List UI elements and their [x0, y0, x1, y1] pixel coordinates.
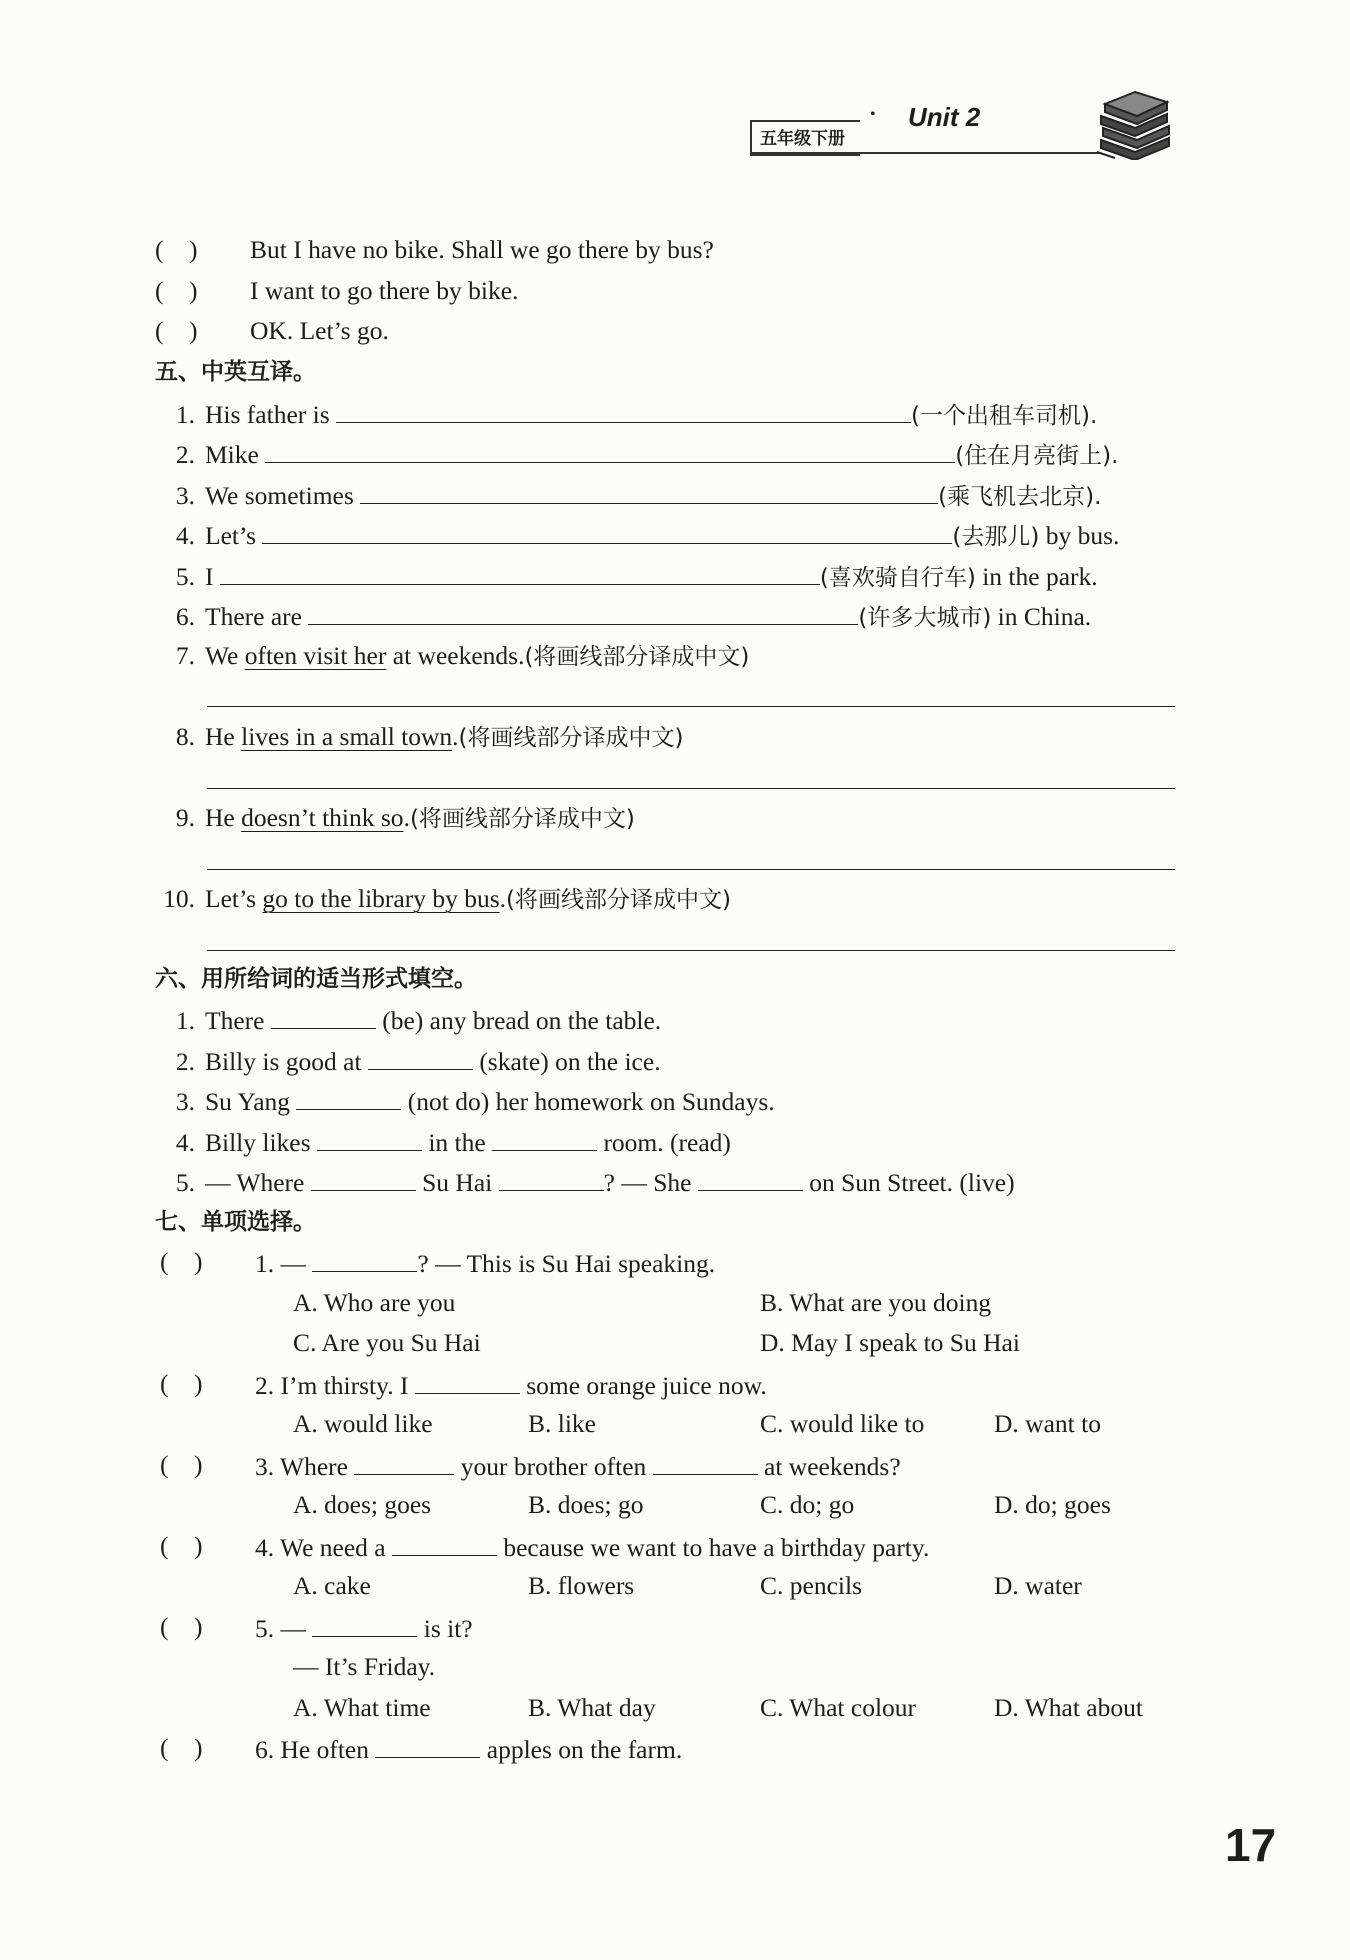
item-text: Let’s: [205, 521, 256, 550]
option[interactable]: A. Who are you: [293, 1288, 456, 1317]
item-hint: (去那儿): [952, 524, 1040, 550]
option[interactable]: D. water: [994, 1571, 1082, 1600]
answer-blank[interactable]: [336, 396, 911, 423]
option[interactable]: C. What colour: [760, 1693, 917, 1722]
answer-blank[interactable]: [415, 1367, 520, 1394]
translate-underline-item: [155, 639, 749, 674]
translate-underline-item: [155, 801, 635, 836]
dialogue-line: I want to go there by bike.: [250, 276, 519, 305]
item-number: 8.: [175, 722, 195, 751]
fill-item: [155, 1002, 661, 1038]
answer-blank[interactable]: [375, 1731, 480, 1758]
translate-item: [155, 517, 1119, 554]
answer-paren[interactable]: ( ): [160, 1450, 203, 1479]
section-title: 五、中英互译。: [155, 359, 316, 385]
answer-paren[interactable]: ( ): [160, 1369, 203, 1398]
item-text: We sometimes: [205, 481, 354, 510]
question-text: —: [280, 1614, 306, 1643]
underlined-phrase: go to the library by bus: [262, 884, 500, 913]
option[interactable]: C. Are you Su Hai: [293, 1328, 481, 1357]
section-title: 七、单项选择。: [155, 1209, 316, 1235]
item-text: room. (read): [603, 1128, 731, 1157]
item-number: 4.: [255, 1533, 275, 1562]
option[interactable]: D. want to: [994, 1409, 1101, 1438]
answer-paren[interactable]: ( ): [160, 1733, 203, 1762]
dialogue-line: But I have no bike. Shall we go there by bus?: [250, 235, 714, 264]
item-hint: (住在月亮街上).: [955, 443, 1119, 469]
answer-line[interactable]: [207, 950, 1175, 951]
section-title: 六、用所给词的适当形式填空。: [155, 966, 477, 992]
question-text: — It’s Friday.: [293, 1652, 436, 1681]
item-hint: (一个出租车司机).: [911, 403, 1098, 429]
option[interactable]: A. What time: [293, 1693, 431, 1722]
item-text: Mike: [205, 440, 259, 469]
translate-item: [155, 558, 1098, 595]
item-number: 6.: [255, 1735, 275, 1764]
item-text: in the: [428, 1128, 486, 1157]
option[interactable]: C. do; go: [760, 1490, 855, 1519]
item-after: in China.: [991, 602, 1092, 631]
books-icon: [1095, 88, 1175, 160]
header-unit: Unit 2: [908, 102, 981, 132]
fill-item: [155, 1043, 661, 1079]
item-text: There: [205, 1006, 265, 1035]
header-dot: •: [870, 106, 876, 123]
item-number: 4.: [175, 1128, 195, 1157]
header-grade: 五年级下册: [760, 129, 845, 149]
question-text: some orange juice now.: [526, 1371, 767, 1400]
item-number: 7.: [175, 641, 195, 670]
answer-line[interactable]: [207, 869, 1175, 870]
item-after: by bus.: [1039, 521, 1120, 550]
answer-paren[interactable]: ( ): [160, 1612, 203, 1641]
question: [255, 1245, 715, 1281]
item-number: 5.: [175, 562, 195, 591]
item-number: 4.: [175, 521, 195, 550]
answer-blank[interactable]: [312, 1610, 417, 1637]
item-number: 10.: [163, 884, 195, 913]
answer-blank[interactable]: [296, 1083, 401, 1110]
answer-paren[interactable]: ( ): [160, 1531, 203, 1560]
question: [255, 1529, 929, 1565]
answer-blank[interactable]: [262, 517, 952, 544]
item-hint: (乘飞机去北京).: [938, 484, 1102, 510]
answer-paren[interactable]: ( ): [155, 316, 198, 345]
answer-blank[interactable]: [698, 1164, 803, 1191]
option[interactable]: D. do; goes: [994, 1490, 1111, 1519]
item-text: (be) any bread on the table.: [382, 1006, 662, 1035]
option[interactable]: B. does; go: [528, 1490, 644, 1519]
option[interactable]: B. What are you doing: [760, 1288, 992, 1317]
answer-blank[interactable]: [360, 477, 938, 504]
item-post: .: [452, 722, 459, 751]
question-text: apples on the farm.: [486, 1735, 683, 1764]
item-hint: (许多大城市): [858, 605, 992, 631]
item-text: Su Yang: [205, 1087, 291, 1116]
answer-blank[interactable]: [368, 1043, 473, 1070]
item-post: at weekends.: [386, 641, 525, 670]
question-text: I’m thirsty. I: [280, 1371, 409, 1400]
answer-blank[interactable]: [492, 1124, 597, 1151]
translate-item: [155, 477, 1101, 514]
fill-item: [155, 1164, 1015, 1200]
answer-blank[interactable]: [354, 1448, 454, 1475]
question-text: ? — This is Su Hai speaking.: [417, 1249, 716, 1278]
item-number: 5.: [175, 1168, 195, 1197]
option[interactable]: B. flowers: [528, 1571, 635, 1600]
item-number: 6.: [175, 602, 195, 631]
answer-blank[interactable]: [220, 558, 820, 585]
item-text: There are: [205, 602, 302, 631]
answer-paren[interactable]: ( ): [160, 1247, 203, 1276]
answer-blank[interactable]: [271, 1002, 376, 1029]
translate-item: [155, 436, 1118, 473]
item-text: Su Hai: [422, 1168, 493, 1197]
answer-blank[interactable]: [653, 1448, 758, 1475]
item-pre: Let’s: [205, 884, 263, 913]
item-note: (将画线部分译成中文): [409, 806, 635, 832]
answer-line[interactable]: [207, 706, 1175, 707]
option[interactable]: A. cake: [293, 1571, 371, 1600]
option[interactable]: C. pencils: [760, 1571, 862, 1600]
answer-blank[interactable]: [317, 1124, 422, 1151]
item-text: Billy likes: [205, 1128, 311, 1157]
question-text: your brother often: [460, 1452, 647, 1481]
item-after: in the park.: [975, 562, 1098, 591]
answer-blank[interactable]: [392, 1529, 497, 1556]
answer-paren[interactable]: ( ): [155, 276, 198, 305]
question-text: He often: [280, 1735, 370, 1764]
answer-line[interactable]: [207, 788, 1175, 789]
question: [255, 1610, 473, 1646]
question-text: at weekends?: [764, 1452, 901, 1481]
item-number: 1.: [255, 1249, 275, 1278]
item-text: (skate) on the ice.: [479, 1047, 661, 1076]
question-text: —: [280, 1249, 306, 1278]
translate-underline-item: [155, 720, 684, 755]
item-number: 5.: [255, 1614, 275, 1643]
item-number: 3.: [255, 1452, 275, 1481]
option[interactable]: A. would like: [293, 1409, 433, 1438]
answer-blank[interactable]: [312, 1245, 417, 1272]
option[interactable]: D. May I speak to Su Hai: [760, 1328, 1020, 1357]
question-text: Where: [280, 1452, 348, 1481]
item-number: 2.: [175, 440, 195, 469]
item-number: 3.: [175, 481, 195, 510]
item-pre: He: [205, 803, 242, 832]
question: [255, 1731, 682, 1767]
item-number: 1.: [175, 1006, 195, 1035]
item-number: 2.: [175, 1047, 195, 1076]
item-number: 3.: [175, 1087, 195, 1116]
item-text: I: [205, 562, 214, 591]
answer-blank[interactable]: [308, 598, 858, 625]
option[interactable]: D. What about: [994, 1693, 1143, 1722]
header-rule: [750, 152, 1100, 154]
question-text: We need a: [280, 1533, 386, 1562]
underlined-phrase: doesn’t think so: [241, 803, 404, 832]
option[interactable]: C. would like to: [760, 1409, 925, 1438]
item-text: on Sun Street. (live): [809, 1168, 1015, 1197]
translate-item: [155, 396, 1097, 433]
translate-underline-item: [155, 882, 731, 917]
item-note: (将画线部分译成中文): [524, 644, 750, 670]
item-post: .: [403, 803, 410, 832]
question-text: is it?: [423, 1614, 473, 1643]
page-header: [740, 100, 1180, 160]
item-pre: We: [205, 641, 245, 670]
fill-item: [155, 1124, 731, 1160]
item-number: 2.: [255, 1371, 275, 1400]
option[interactable]: B. What day: [528, 1693, 656, 1722]
answer-paren[interactable]: ( ): [155, 235, 198, 264]
option[interactable]: B. like: [528, 1409, 596, 1438]
question: [255, 1448, 901, 1484]
question-text: because we want to have a birthday party.: [503, 1533, 930, 1562]
underlined-phrase: lives in a small town: [241, 722, 453, 751]
fill-item: [155, 1083, 775, 1119]
item-text: — Where: [205, 1168, 305, 1197]
item-text: His father is: [205, 400, 330, 429]
option[interactable]: A. does; goes: [293, 1490, 432, 1519]
item-text: (not do) her homework on Sundays.: [407, 1087, 775, 1116]
item-text: Billy is good at: [205, 1047, 362, 1076]
question: [255, 1367, 767, 1403]
translate-item: [155, 598, 1091, 635]
underlined-phrase: often visit her: [244, 641, 387, 670]
item-hint: (喜欢骑自行车): [819, 565, 976, 591]
item-post: .: [499, 884, 507, 913]
item-pre: He: [205, 722, 242, 751]
answer-blank[interactable]: [265, 436, 955, 463]
item-note: (将画线部分译成中文): [458, 725, 684, 751]
answer-blank[interactable]: [499, 1164, 604, 1191]
item-number: 1.: [175, 400, 195, 429]
dialogue-line: OK. Let’s go.: [250, 316, 389, 345]
answer-blank[interactable]: [311, 1164, 416, 1191]
item-text: ? — She: [603, 1168, 692, 1197]
page-number: 17: [1225, 1819, 1277, 1871]
item-note: (将画线部分译成中文): [506, 887, 731, 913]
item-number: 9.: [175, 803, 195, 832]
